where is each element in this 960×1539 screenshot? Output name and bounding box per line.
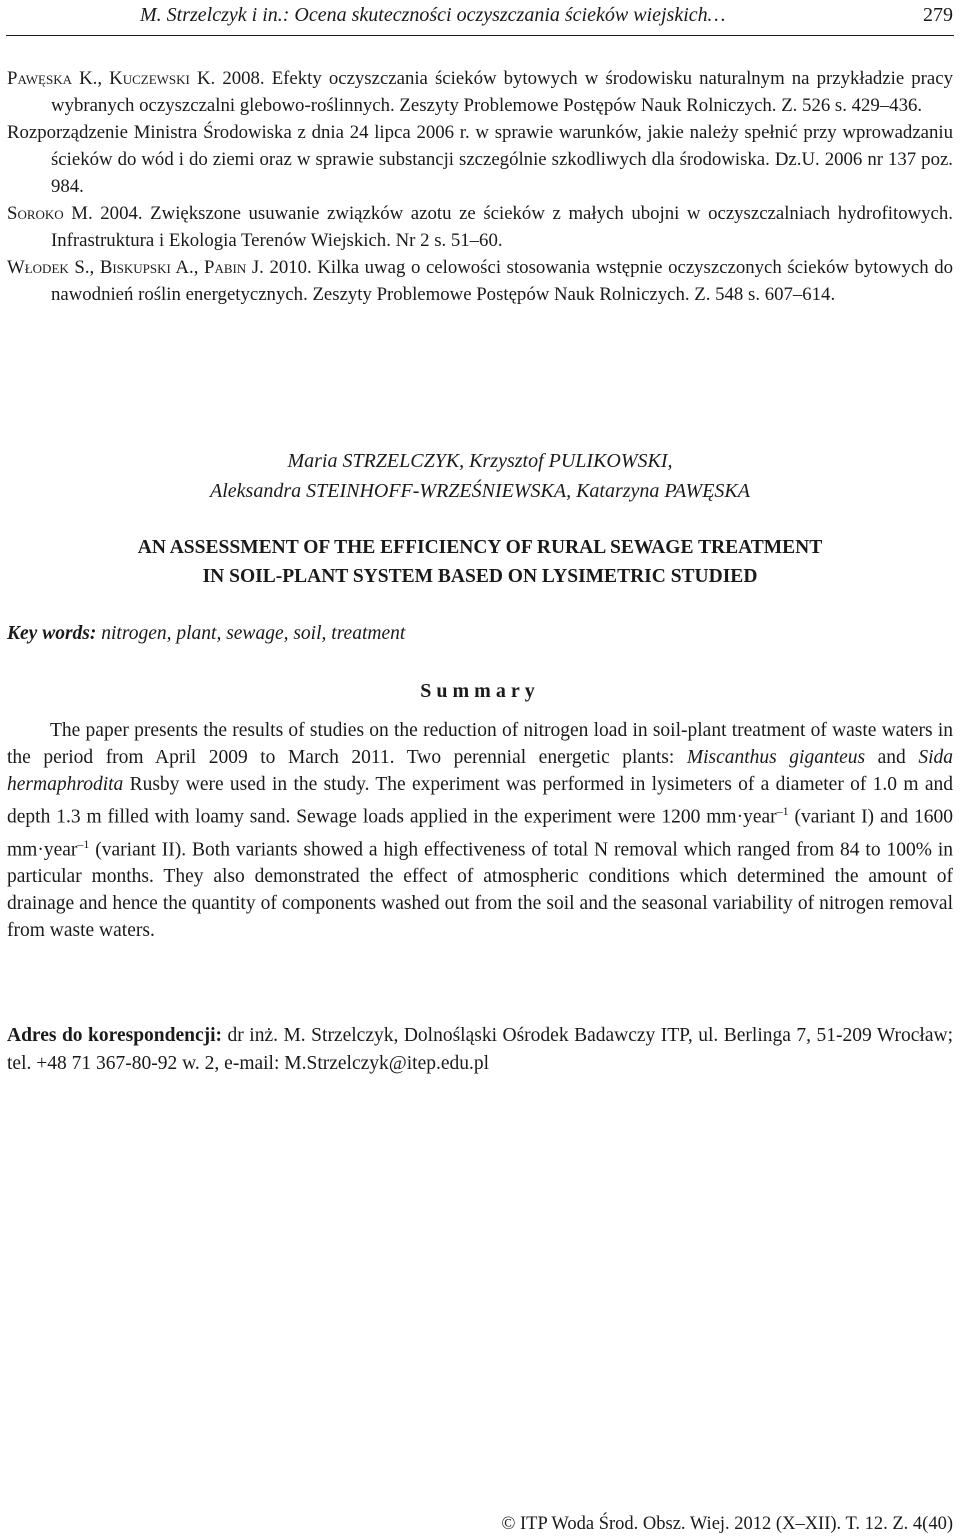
running-head xyxy=(0,0,960,40)
address-text: dr inż. M. Strzelczyk, Dolnośląski Ośrodek Badawczy ITP, ul. Berlinga 7, 51-209 Wrocław; tel. +48 71 367-80-92 w. 2, e-mail: M.Strzelczyk@itep.edu.pl xyxy=(7,1025,953,1074)
reference-authors: Soroko M. xyxy=(7,203,93,224)
summary-segment: (variant I) and 1600 mm·year xyxy=(7,806,953,860)
english-authors xyxy=(0,446,960,506)
reference-item xyxy=(7,254,953,308)
address-label: Adres do korespondencji: xyxy=(7,1025,223,1046)
reference-authors: Pawęska K., Kuczewski K. xyxy=(7,68,216,89)
authors-line: Aleksandra STEINHOFF-WRZEŚNIEWSKA, Katarzyna PAWĘSKA xyxy=(210,480,750,502)
journal-footer: © ITP Woda Środ. Obsz. Wiej. 2012 (X–XII). T. 12. Z. 4(40) xyxy=(501,1514,953,1534)
reference-text: Efekty oczyszczania ścieków bytowych w środowisku naturalnym na przykładzie pracy wybranych oczyszczalni glebowo-roślinnych. Zeszyty Problemowe Postępów Nauk Rolniczych. Z. 526 s. 429–436. xyxy=(51,68,953,116)
header-rule xyxy=(6,35,954,36)
title-line: AN ASSESSMENT OF THE EFFICIENCY OF RURAL SEWAGE TREATMENT xyxy=(137,537,823,558)
reference-year: 2008. xyxy=(222,68,265,89)
species-name: Sida hermaphrodita xyxy=(7,747,954,795)
summary-segment: The paper presents the results of studies on the reduction of nitrogen load in soil-plant treatment of waste waters in the period from April 2009 to March 2011. Two perennial energetic plants: xyxy=(7,720,953,768)
reference-item xyxy=(7,119,953,200)
exponent: –1 xyxy=(77,836,90,851)
reference-item xyxy=(7,200,953,254)
keywords xyxy=(7,620,405,648)
keywords-value: nitrogen, plant, sewage, soil, treatment xyxy=(101,623,406,644)
reference-text: Kilka uwag o celowości stosowania wstępnie oczyszczonych ścieków bytowych do nawodnień roślin energetycznych. Zeszyty Problemowe Postępów Nauk Rolniczych. Z. 548 s. 607–614. xyxy=(51,257,953,305)
exponent: –1 xyxy=(776,804,789,818)
summary-segment: and xyxy=(865,747,919,768)
reference-list xyxy=(7,65,953,308)
reference-item xyxy=(7,65,953,119)
summary-heading: Summary xyxy=(420,680,540,702)
summary-text xyxy=(7,717,953,944)
species-name: Miscanthus giganteus xyxy=(686,747,866,768)
page-number: 279 xyxy=(923,4,953,26)
summary-segment: (variant II). Both variants showed a high effectiveness of total N removal which ranged from 84 to 100% in particular months. They also demonstrated the effect of atmospheric conditions which determined the amount of drainage and hence the quantity of components washed out from the soil and the seasonal variability of nitrogen removal from waste waters. xyxy=(7,839,953,941)
english-title xyxy=(0,533,960,591)
reference-year: 2010. xyxy=(269,257,312,278)
reference-text: Zwiększone usuwanie związków azotu ze ścieków z małych ubojni w oczyszczalniach hydrofitowych. Infrastruktura i Ekologia Terenów Wiejskich. Nr 2 s. 51–60. xyxy=(51,203,953,251)
running-head-title: M. Strzelczyk i in.: Ocena skuteczności oczyszczania ścieków wiejskich… xyxy=(140,4,726,26)
title-line: IN SOIL-PLANT SYSTEM BASED ON LYSIMETRIC STUDIED xyxy=(202,566,758,587)
reference-year: 2004. xyxy=(100,203,143,224)
keywords-label: Key words: xyxy=(7,623,97,644)
correspondence-address xyxy=(7,1022,953,1078)
authors-line: Maria STRZELCZYK, Krzysztof PULIKOWSKI, xyxy=(287,450,673,472)
reference-authors: Włodek S., Biskupski A., Pabin J. xyxy=(7,257,264,278)
summary-segment: Rusby were used in the study. The experiment was performed in lysimeters of a diameter of 1.0 m and depth 1.3 m filled with loamy sand. Sewage loads applied in the experiment were 1200 mm·year xyxy=(7,774,953,828)
reference-text: Rozporządzenie Ministra Środowiska z dnia 24 lipca 2006 r. w sprawie warunków, jakie należy spełnić przy wprowadzaniu ścieków do wód i do ziemi oraz w sprawie substancji szczególnie szkodliwych dla środowiska. Dz.U. 2006 nr 137 poz. 984. xyxy=(7,122,953,197)
